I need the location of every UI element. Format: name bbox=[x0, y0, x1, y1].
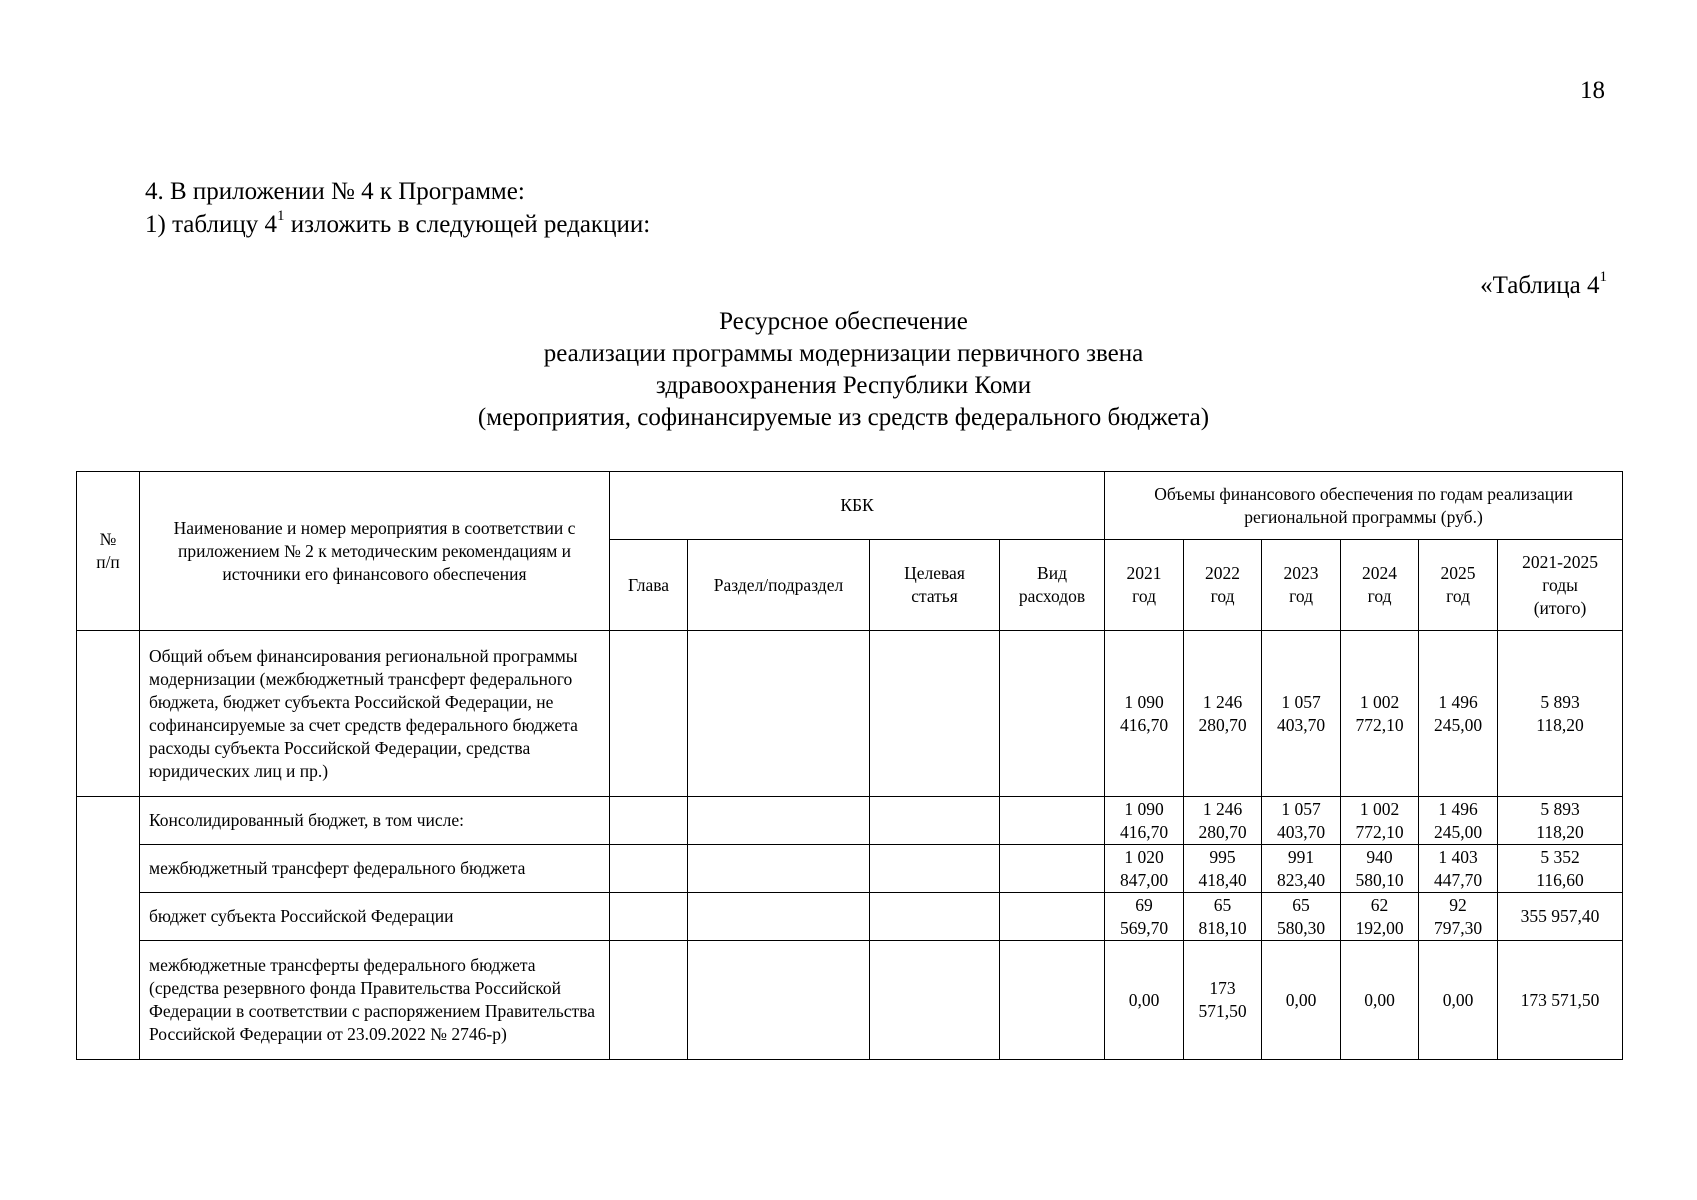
value-2025: 1 403 447,70 bbox=[1419, 845, 1498, 893]
intro-text bbox=[145, 175, 650, 241]
kbk-glava-cell bbox=[610, 797, 688, 845]
value-2022: 65 818,10 bbox=[1184, 893, 1262, 941]
value-2024: 940 580,10 bbox=[1341, 845, 1419, 893]
row-name: Консолидированный бюджет, в том числе: bbox=[140, 797, 610, 845]
value-total: 5 893 118,20 bbox=[1498, 631, 1623, 797]
value-2023: 1 057 403,70 bbox=[1262, 631, 1341, 797]
table-row bbox=[77, 893, 1623, 941]
kbk-vid-cell bbox=[1000, 893, 1105, 941]
value-2021: 69 569,70 bbox=[1105, 893, 1184, 941]
page-number: 18 bbox=[1580, 77, 1605, 104]
header-year-2021: 2021 год bbox=[1105, 540, 1184, 631]
header-year-2024: 2024 год bbox=[1341, 540, 1419, 631]
kbk-statya-cell bbox=[870, 631, 1000, 797]
value-2024: 62 192,00 bbox=[1341, 893, 1419, 941]
header-volumes: Объемы финансового обеспечения по годам реализации региональной программы (руб.) bbox=[1105, 472, 1623, 540]
value-2022: 173 571,50 bbox=[1184, 941, 1262, 1060]
value-2025: 1 496 245,00 bbox=[1419, 631, 1498, 797]
table-heading-line-1: Ресурсное обеспечение bbox=[719, 308, 968, 335]
value-2024: 0,00 bbox=[1341, 941, 1419, 1060]
value-2023: 65 580,30 bbox=[1262, 893, 1341, 941]
row-name: межбюджетный трансферт федерального бюджета bbox=[140, 845, 610, 893]
kbk-vid-cell bbox=[1000, 631, 1105, 797]
intro-line-1: 4. В приложении № 4 к Программе: bbox=[145, 178, 525, 205]
header-vid: Вид расходов bbox=[1000, 540, 1105, 631]
value-total: 173 571,50 bbox=[1498, 941, 1623, 1060]
value-2021: 1 090 416,70 bbox=[1105, 631, 1184, 797]
intro-line-2-tail: изложить в следующей редакции: bbox=[284, 211, 651, 238]
value-2021: 1 020 847,00 bbox=[1105, 845, 1184, 893]
kbk-vid-cell bbox=[1000, 845, 1105, 893]
kbk-razdel-cell bbox=[688, 845, 870, 893]
kbk-vid-cell bbox=[1000, 941, 1105, 1060]
intro-line-2-superscript: 1 bbox=[276, 207, 285, 224]
kbk-statya-cell bbox=[870, 893, 1000, 941]
value-2024: 1 002 772,10 bbox=[1341, 631, 1419, 797]
header-razdel: Раздел/подраздел bbox=[688, 540, 870, 631]
kbk-statya-cell bbox=[870, 797, 1000, 845]
kbk-vid-cell bbox=[1000, 797, 1105, 845]
row-name: бюджет субъекта Российской Федерации bbox=[140, 893, 610, 941]
intro-line-2 bbox=[145, 208, 650, 241]
kbk-glava-cell bbox=[610, 845, 688, 893]
kbk-statya-cell bbox=[870, 845, 1000, 893]
header-total: 2021-2025 годы (итого) bbox=[1498, 540, 1623, 631]
kbk-statya-cell bbox=[870, 941, 1000, 1060]
kbk-glava-cell bbox=[610, 941, 688, 1060]
intro-line-2-text: 1) таблицу 4 bbox=[145, 211, 277, 238]
row-num-cell bbox=[77, 631, 140, 797]
row-name: Общий объем финансирования региональной программы модернизации (межбюджетный трансферт федерального бюджета, бюджет субъекта Российской Федерации, не софинансируемые за счет средств федерального бюджета расходы субъекта Российской Федерации, средства юридических лиц и пр.) bbox=[140, 631, 610, 797]
value-total: 5 893 118,20 bbox=[1498, 797, 1623, 845]
value-2024: 1 002 772,10 bbox=[1341, 797, 1419, 845]
value-2023: 1 057 403,70 bbox=[1262, 797, 1341, 845]
header-year-2023: 2023 год bbox=[1262, 540, 1341, 631]
kbk-glava-cell bbox=[610, 631, 688, 797]
header-year-2022: 2022 год bbox=[1184, 540, 1262, 631]
value-2023: 991 823,40 bbox=[1262, 845, 1341, 893]
table-label bbox=[1480, 268, 1607, 300]
value-2022: 1 246 280,70 bbox=[1184, 797, 1262, 845]
header-year-2025: 2025 год bbox=[1419, 540, 1498, 631]
row-num-cell bbox=[77, 797, 140, 1060]
table-row bbox=[77, 845, 1623, 893]
header-num: № п/п bbox=[77, 472, 140, 631]
value-2025: 0,00 bbox=[1419, 941, 1498, 1060]
value-2025: 92 797,30 bbox=[1419, 893, 1498, 941]
header-name: Наименование и номер мероприятия в соответствии с приложением № 2 к методическим рекомендациям и источники его финансового обеспечения bbox=[140, 472, 610, 631]
value-2022: 995 418,40 bbox=[1184, 845, 1262, 893]
table-heading-line-4: (мероприятия, софинансируемые из средств федерального бюджета) bbox=[477, 404, 1210, 431]
value-total: 355 957,40 bbox=[1498, 893, 1623, 941]
value-2025: 1 496 245,00 bbox=[1419, 797, 1498, 845]
kbk-razdel-cell bbox=[688, 893, 870, 941]
table-label-text: «Таблица 4 bbox=[1480, 272, 1600, 299]
kbk-razdel-cell bbox=[688, 941, 870, 1060]
table-heading-line-2: реализации программы модернизации первичного звена bbox=[543, 340, 1144, 367]
value-2023: 0,00 bbox=[1262, 941, 1341, 1060]
table-row bbox=[77, 631, 1623, 797]
row-name: межбюджетные трансферты федерального бюджета (средства резервного фонда Правительства Российской Федерации в соответствии с распоряжением Правительства Российской Федерации от 23.09.2022 № 2746-р) bbox=[140, 941, 610, 1060]
value-total: 5 352 116,60 bbox=[1498, 845, 1623, 893]
header-glava: Глава bbox=[610, 540, 688, 631]
value-2021: 0,00 bbox=[1105, 941, 1184, 1060]
kbk-razdel-cell bbox=[688, 797, 870, 845]
value-2021: 1 090 416,70 bbox=[1105, 797, 1184, 845]
table-label-superscript: 1 bbox=[1599, 268, 1607, 285]
table-heading-line-3: здравоохранения Республики Коми bbox=[655, 372, 1032, 399]
resource-table bbox=[76, 471, 1623, 1060]
table-row bbox=[77, 797, 1623, 845]
header-kbk: КБК bbox=[610, 472, 1105, 540]
table-row bbox=[77, 941, 1623, 1060]
value-2022: 1 246 280,70 bbox=[1184, 631, 1262, 797]
header-statya: Целевая статья bbox=[870, 540, 1000, 631]
kbk-glava-cell bbox=[610, 893, 688, 941]
kbk-razdel-cell bbox=[688, 631, 870, 797]
table-heading bbox=[300, 306, 1387, 434]
